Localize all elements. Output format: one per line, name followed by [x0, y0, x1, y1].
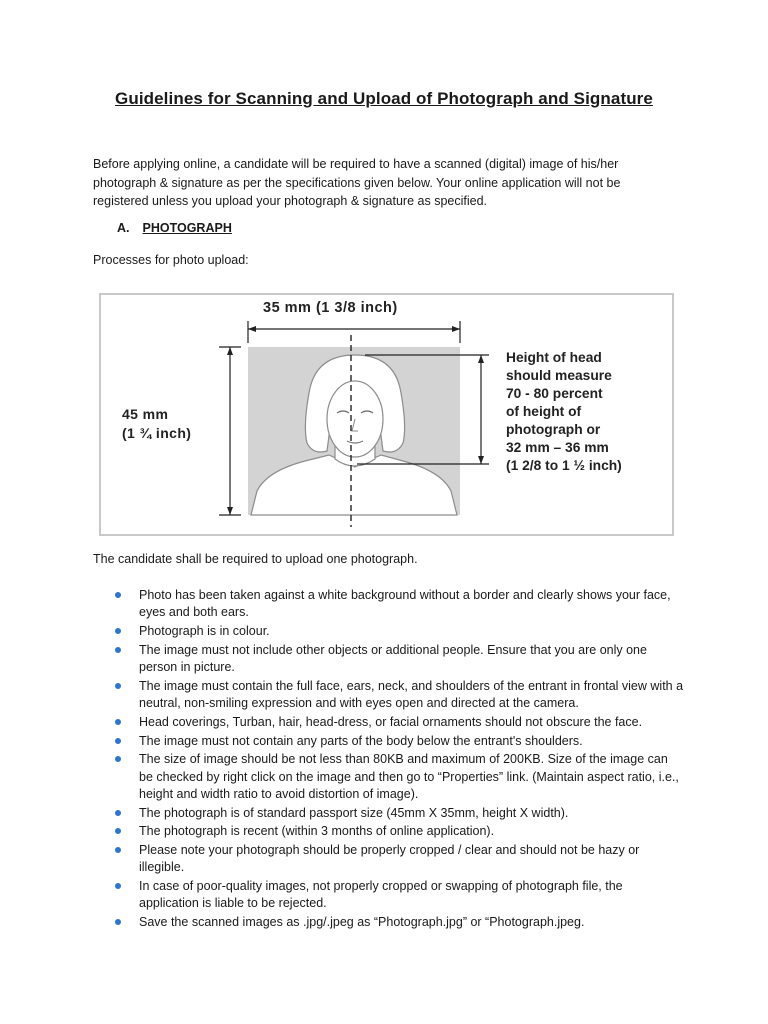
bullet-icon	[115, 592, 121, 598]
list-item-text: The image must not include other objects or additional people. Ensure that you are only one person in picture.	[139, 642, 647, 674]
bullet-icon	[115, 919, 121, 925]
passport-photo-illustration	[101, 295, 672, 534]
list-item-text: Photo has been taken against a white background without a border and clearly shows your face, eyes and both ears.	[139, 588, 671, 620]
list-item-text: Photograph is in colour.	[139, 624, 270, 638]
photo-requirements-list	[139, 587, 684, 933]
section-a-title: PHOTOGRAPH	[142, 221, 232, 235]
list-item	[139, 714, 684, 731]
list-item-text: The image must contain the full face, ears, neck, and shoulders of the entrant in frontal view with a neutral, non-smiling expression and with eyes open and directed at the camera.	[139, 678, 684, 710]
height-arrow-top	[227, 347, 233, 355]
bullet-icon	[115, 719, 121, 725]
list-item-text: Please note your photograph should be properly cropped / clear and should not be hazy or illegible.	[139, 843, 640, 875]
list-item-text: Head coverings, Turban, hair, head-dress, or facial ornaments should not obscure the face.	[139, 714, 643, 729]
bullet-icon	[115, 683, 121, 689]
bullet-icon	[115, 828, 121, 834]
bullet-icon	[115, 756, 121, 762]
section-a-label: A.	[117, 221, 130, 235]
list-item	[139, 878, 684, 912]
width-label: 35 mm (1 3/8 inch)	[263, 300, 398, 316]
process-text: Processes for photo upload:	[93, 253, 249, 267]
height-label-inch: (1 ¾ inch)	[122, 425, 192, 441]
head-note-line: (1 2/8 to 1 ½ inch)	[506, 458, 622, 473]
width-arrow-right	[452, 326, 460, 332]
bullet-icon	[115, 628, 121, 634]
section-a-heading	[117, 221, 232, 235]
height-arrow-bottom	[227, 507, 233, 515]
head-note-line: 32 mm – 36 mm	[506, 440, 609, 455]
list-item	[139, 733, 684, 750]
list-item	[139, 587, 684, 621]
bullet-icon	[115, 883, 121, 889]
head-note-line: 70 - 80 percent	[506, 386, 603, 401]
passport-photo-diagram	[99, 293, 674, 536]
intro-paragraph: Before applying online, a candidate will be required to have a scanned (digital) image of his/her photograph & signature as per the specifications given below. Your online application will not be registered unless you upload your photograph & signature as specified.	[93, 157, 621, 208]
list-item	[139, 914, 684, 931]
head-arrow-bottom	[478, 456, 484, 464]
list-item-text: Save the scanned images as .jpg/.jpeg as “Photograph.jpg” or “Photograph.jpeg.	[139, 915, 585, 930]
list-item	[139, 842, 684, 876]
list-item-text: The photograph is of standard passport size (45mm X 35mm, height X width).	[139, 805, 569, 820]
list-item	[139, 642, 684, 676]
list-item-text: The size of image should be not less than 80KB and maximum of 200KB. Size of the image can be checked by right click on the image and then go to “Properties” link. (Maintain aspect ratio, i.e., height and width ratio to avoid distortion of image).	[139, 752, 679, 801]
list-item-text: The photograph is recent (within 3 months of online application).	[139, 824, 495, 839]
list-item	[139, 805, 684, 822]
head-note-line: should measure	[506, 368, 612, 383]
head-note-line: photograph or	[506, 422, 601, 437]
list-item	[139, 823, 684, 840]
candidate-requirement: The candidate shall be required to upload one photograph.	[93, 552, 418, 566]
list-item	[139, 623, 684, 640]
head-note-line: Height of head	[506, 350, 602, 365]
bullet-icon	[115, 810, 121, 816]
head-note-line: of height of	[506, 404, 582, 419]
list-item	[139, 751, 684, 803]
list-item-text: The image must not contain any parts of the body below the entrant's shoulders.	[139, 733, 583, 748]
width-arrow-left	[248, 326, 256, 332]
height-label-mm: 45 mm	[122, 406, 169, 422]
bullet-icon	[115, 647, 121, 653]
document-title: Guidelines for Scanning and Upload of Photograph and Signature	[115, 89, 653, 108]
head-arrow-top	[478, 355, 484, 363]
bullet-icon	[115, 738, 121, 744]
list-item-text: In case of poor-quality images, not properly cropped or swapping of photograph file, the application is liable to be rejected.	[139, 879, 623, 911]
list-item	[139, 678, 684, 712]
bullet-icon	[115, 847, 121, 853]
